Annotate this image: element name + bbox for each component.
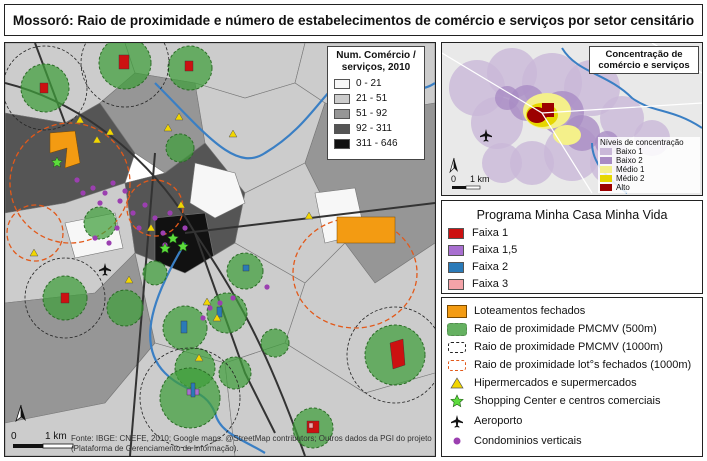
legend-aeroporto-label: Aeroporto	[474, 415, 523, 427]
legend-row-shopping	[446, 394, 660, 408]
inset-title: Concentração de comércio e serviços	[589, 46, 699, 74]
main-map	[4, 42, 436, 457]
legend-row-loteamentos	[446, 304, 585, 318]
raio500-swatch	[447, 323, 467, 336]
legend-row-raio1000	[446, 340, 663, 354]
class-swatch	[334, 94, 350, 104]
level-item	[600, 183, 698, 192]
pmcmv-title: Programa Minha Casa Minha Vida	[476, 208, 668, 222]
level-label: Alto	[616, 183, 630, 192]
pmcmv-legend	[441, 200, 703, 294]
class-item	[334, 136, 424, 151]
pmcmv-item	[448, 244, 517, 256]
level-list	[600, 147, 698, 192]
level-label: Médio 1	[616, 165, 645, 174]
title-box	[4, 4, 703, 36]
pmcmv-label: Faixa 1,5	[472, 244, 518, 256]
legend-row-raio500	[446, 322, 657, 336]
class-swatch	[334, 139, 350, 149]
legend-condominios-label: Condominios verticais	[474, 435, 582, 447]
source-note	[71, 434, 432, 454]
class-label: 51 - 92	[356, 108, 388, 119]
level-swatch	[600, 166, 612, 173]
scale-label-1km: 1 km	[45, 431, 67, 442]
legend-raio-lot-label: Raio de proximidade lot°s fechados (1000m)	[474, 359, 692, 371]
class-label: 311 - 646	[356, 138, 398, 149]
class-item	[334, 106, 424, 121]
legend-loteamentos-label: Loteamentos fechados	[474, 305, 586, 317]
scale-label-0: 0	[11, 431, 17, 442]
pmcmv-label: Faixa 1	[472, 227, 509, 239]
pmcmv-label: Faixa 3	[472, 278, 509, 290]
raio-lot-swatch	[448, 360, 466, 371]
legend-row-raio-lot	[446, 358, 691, 372]
level-item	[600, 165, 698, 174]
triangle-icon	[450, 377, 464, 389]
sectors-legend	[327, 46, 425, 160]
level-item	[600, 147, 698, 156]
condo-dot-icon	[452, 436, 462, 446]
sectors-legend-title: Num. Comércio / serviços, 2010	[336, 50, 416, 73]
inset-scale-0: 0	[451, 174, 457, 184]
level-swatch	[600, 148, 612, 155]
pmcmv-item	[448, 227, 508, 239]
pmcmv-swatch	[448, 279, 464, 290]
star-icon	[450, 394, 464, 408]
legend-raio1000-label: Raio de proximidade PMCMV (1000m)	[474, 341, 663, 353]
class-swatch	[334, 79, 350, 89]
class-label: 21 - 51	[356, 93, 388, 104]
legend-hiper-label: Hipermercados e supermercados	[474, 377, 637, 389]
scale-bar	[13, 444, 73, 448]
level-swatch	[600, 175, 612, 182]
class-swatch	[334, 109, 350, 119]
pmcmv-label: Faixa 2	[472, 261, 509, 273]
legend-raio500-label: Raio de proximidade PMCMV (500m)	[474, 323, 657, 335]
source-line-1: Fonte: IBGE: CNEFE, 2010; Google maps. @StreetMap contributors; Outros dados da PGI do projeto	[71, 434, 432, 443]
source-line-2: (Plataforma de Gerenciamento da Informação).	[71, 444, 239, 453]
class-swatch	[334, 124, 350, 134]
level-swatch	[600, 184, 612, 191]
level-item	[600, 174, 698, 183]
class-item	[334, 91, 424, 106]
pmcmv-item	[448, 278, 508, 290]
class-label: 0 - 21	[356, 78, 382, 89]
class-item	[334, 121, 424, 136]
level-swatch	[600, 157, 612, 164]
inset-levels-title: Níveis de concentração	[600, 138, 684, 147]
legend-shopping-label: Shopping Center e centros comerciais	[474, 395, 661, 407]
pmcmv-item	[448, 261, 508, 273]
symbol-legend	[441, 297, 703, 457]
level-item	[600, 156, 698, 165]
legend-row-aeroporto	[446, 414, 522, 428]
inset-map	[441, 42, 703, 196]
level-label: Baixo 1	[616, 147, 643, 156]
legend-row-condominios	[446, 434, 582, 448]
raio1000-swatch	[448, 342, 466, 353]
class-list	[328, 76, 424, 151]
pmcmv-swatch	[448, 245, 464, 256]
inset-scale-bar	[452, 186, 480, 189]
legend-row-hiper	[446, 376, 637, 390]
loteamentos-swatch	[447, 305, 467, 318]
class-item	[334, 76, 424, 91]
inset-scale-1km: 1 km	[470, 174, 490, 184]
class-label: 92 - 311	[356, 123, 392, 134]
level-label: Médio 2	[616, 174, 645, 183]
map-title: Mossoró: Raio de proximidade e número de estabelecimentos de comércio e serviços por setor censitário	[12, 12, 695, 28]
pmcmv-swatch	[448, 228, 464, 239]
inset-levels-legend	[598, 137, 700, 193]
pmcmv-swatch	[448, 262, 464, 273]
airplane-icon	[450, 414, 464, 428]
level-label: Baixo 2	[616, 156, 643, 165]
